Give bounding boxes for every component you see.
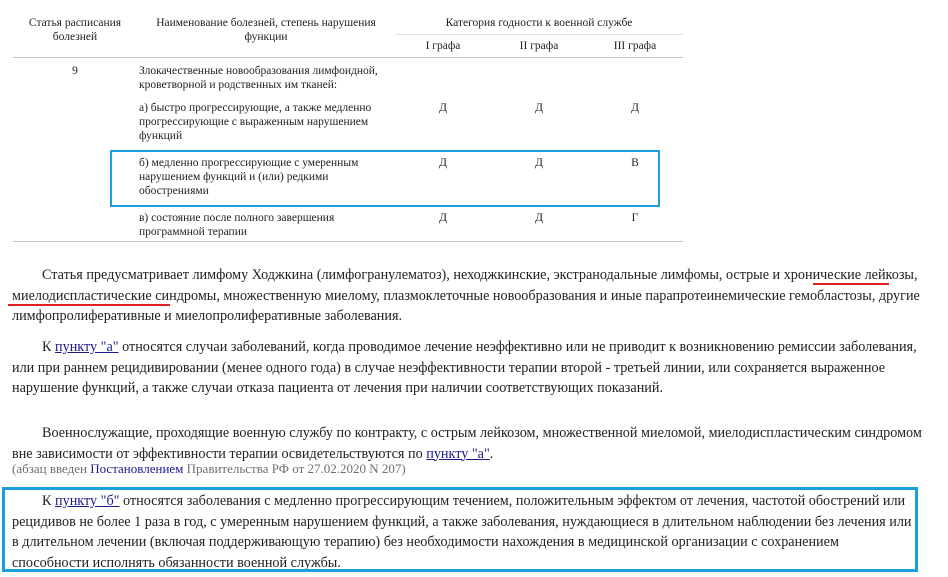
link-point-a[interactable]: пункту "а"	[426, 445, 490, 462]
table-bottom-rule	[13, 242, 683, 245]
row-name: а) быстро прогрессирующие, а также медленно прогрессирующие с выраженным нарушением функций	[139, 102, 372, 142]
mark-2: Д	[535, 212, 543, 224]
header-col-1: I графа	[395, 35, 491, 58]
mark-2	[491, 58, 587, 94]
illness-schedule-table	[13, 10, 683, 244]
table-row	[13, 93, 683, 144]
row-name: б) медленно прогрессирующие с умеренным нарушением функций и (или) редкими обострениями	[139, 157, 359, 197]
article-number	[13, 93, 137, 144]
mark-2: Д	[535, 157, 543, 169]
amendment-note: (абзац введен Постановлением Правительства РФ от 27.02.2020 N 207)	[12, 461, 406, 476]
header-col-2: II графа	[491, 35, 587, 58]
header-name: Наименование болезней, степень нарушения функции	[137, 10, 395, 58]
row-name: в) состояние после полного завершения программной терапии	[139, 212, 335, 238]
mark-3: В	[631, 157, 639, 169]
header-col-3: III графа	[587, 35, 683, 58]
link-point-a[interactable]: пункту "а"	[55, 339, 119, 355]
table-row	[13, 58, 683, 94]
highlight-box-paragraph-b	[2, 487, 918, 572]
link-point-b[interactable]: пункту "б"	[55, 493, 120, 509]
mark-3: Д	[631, 102, 639, 114]
mark-1	[395, 58, 491, 94]
row-name: Злокачественные новообразования лимфоидной, кроветворной и родственных им тканей:	[139, 65, 378, 91]
mark-3: Г	[631, 212, 639, 224]
mark-1: Д	[439, 102, 447, 114]
mark-1: Д	[439, 157, 447, 169]
highlight-box-row-b	[110, 150, 660, 207]
paragraph-scope: Статья предусматривает лимфому Ходжкина (лимфогранулематоз), неходжкинские, экстранодальные лимфомы, острые и хронические лейкозы, миелодиспластические синдромы, множественную миелому, плазмоклеточные новообразования и иные парапротеинемические гемобластозы, другие лимфопролиферативные и миелопролиферативные заболевания.	[12, 267, 920, 324]
header-article: Статья расписания болезней	[13, 10, 137, 58]
red-underline-mark	[813, 283, 889, 285]
red-underline-mark	[8, 304, 170, 306]
article-number: 9	[72, 65, 78, 77]
paragraph-point-b: К пункту "б" относятся заболевания с медленно прогрессирующим течением, положительным эффектом от лечения, частотой обострений или рецидивов не более 1 раза в год, с умеренным нарушением функций, а также заболевания, нуждающиеся в длительном наблюдении без лечения или в длительном лечении (включая поддерживающую терапию) без необходимости нахождения в медицинской организации с сохранением способности исполнять обязанности военной службы.	[12, 493, 912, 571]
paragraph-point-a: К пункту "а" относятся случаи заболеваний, когда проводимое лечение неэффективно или не приводит к возникновению ремиссии заболевания, или при раннем рецидивировании (менее одного года) в случае неэффективности терапии второй - третьей линии, или сохраняется выраженное нарушение функций, а также случаи отказа пациента от лечения при наличии соответствующих показаний.	[12, 339, 917, 396]
header-category: Категория годности к военной службе	[395, 10, 683, 35]
mark-2: Д	[535, 102, 543, 114]
mark-3	[587, 58, 683, 94]
paragraph-contract: Военнослужащие, проходящие военную службу по контракту, с острым лейкозом, множественной миеломой, миелодиспластическим синдромом вне зависимости от эффективности терапии освидетельствуются по пункту "а".	[12, 425, 922, 462]
mark-1: Д	[439, 212, 447, 224]
link-resolution[interactable]: Постановлением	[90, 461, 184, 476]
